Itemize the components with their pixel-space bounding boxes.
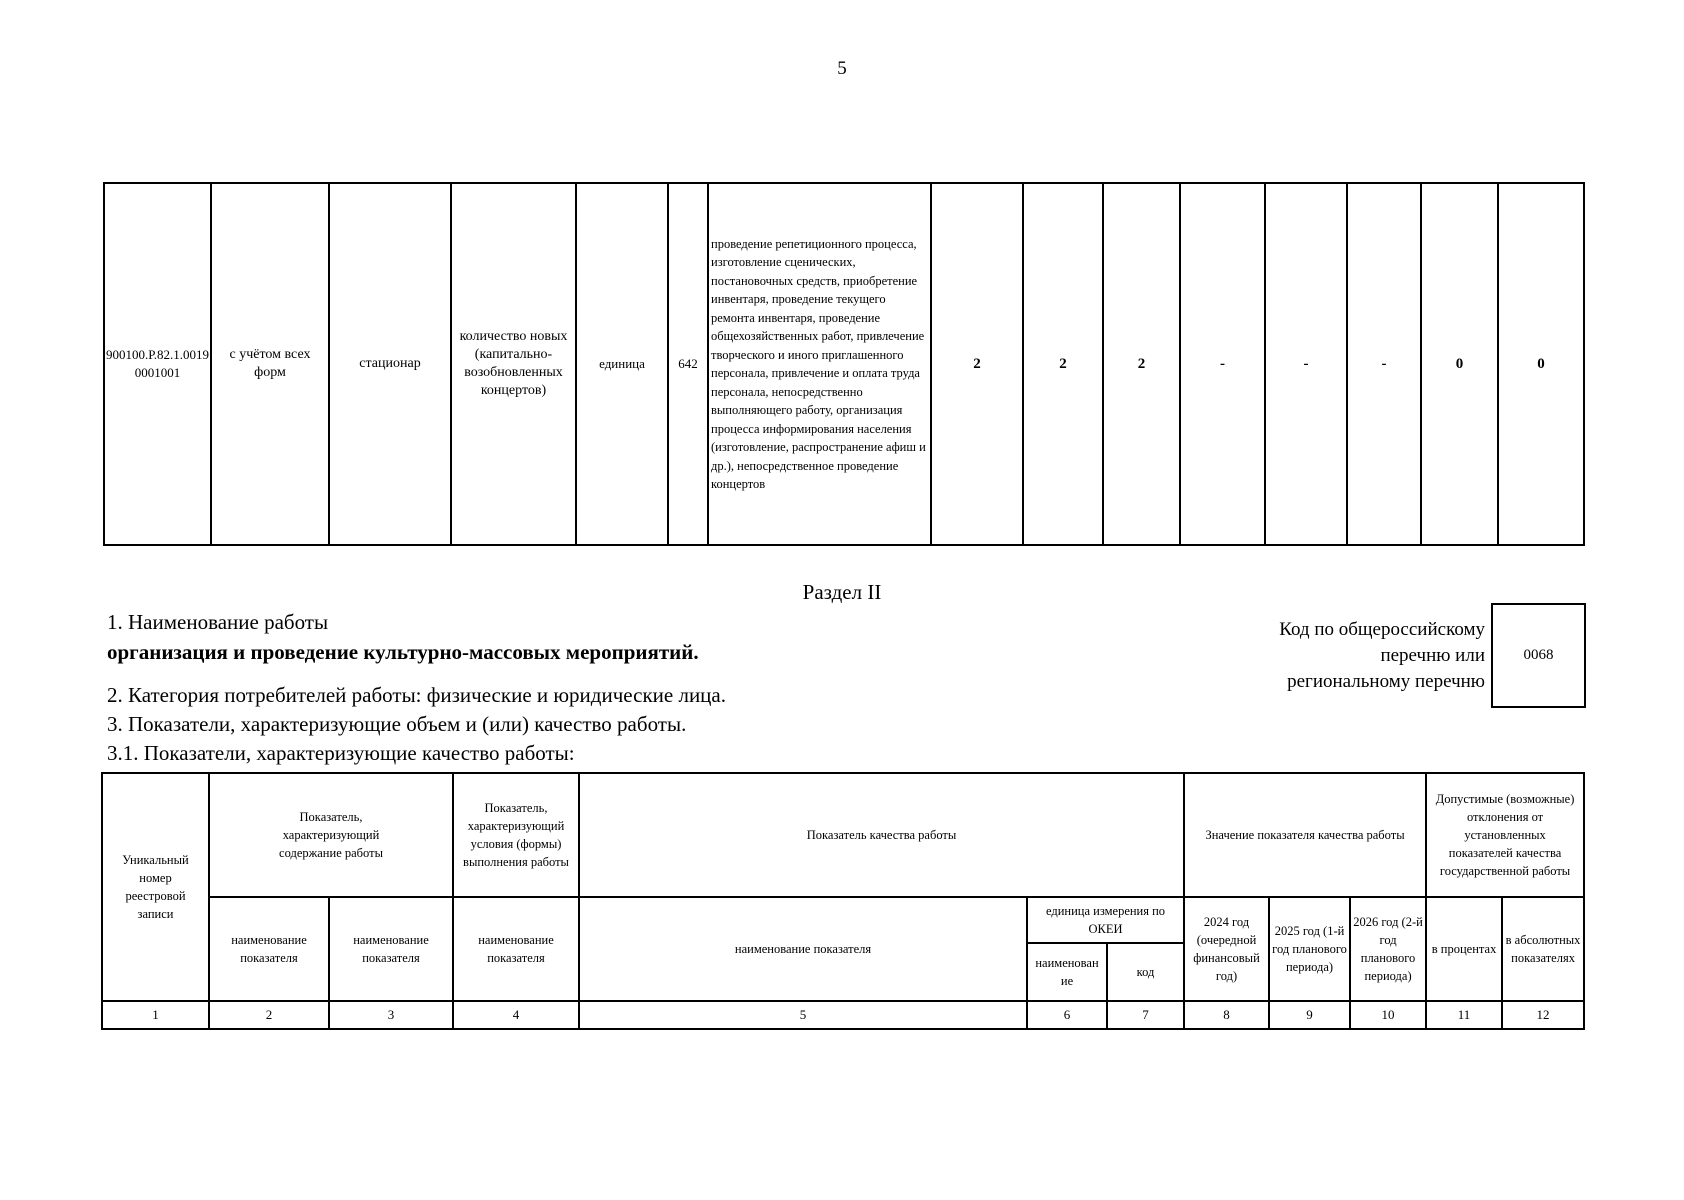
- description-cell: проведение репетиционного процесса, изготовление сценических, постановочных средств, приобретение инвентаря, проведение текущего ремонта инвентаря, проведение общехозяйственных работ, привлечение творческого и иного приглашенного персонала, привлечение и оплата труда персонала, непосредственно выполняющего работу, организация процесса информирования населения (изготовление, распространение афиш и др.), непосредственное проведение концертов: [708, 183, 931, 545]
- value-cell: 2: [931, 183, 1023, 545]
- value-cell: -: [1265, 183, 1347, 545]
- header-indicator-name-3: наименование показателя: [453, 897, 579, 1001]
- column-number: 12: [1502, 1001, 1584, 1029]
- value-cell: 2: [1023, 183, 1103, 545]
- header-absolute: в абсолютных показателях: [1502, 897, 1584, 1001]
- condition-cell: стационар: [329, 183, 451, 545]
- value-cell: 0: [1498, 183, 1584, 545]
- column-number: 1: [102, 1001, 209, 1029]
- volume-table-continuation: [103, 182, 1585, 546]
- value-cell: -: [1347, 183, 1421, 545]
- header-year-2024: 2024 год (очередной финансовый год): [1184, 897, 1269, 1001]
- header-year-2026: 2026 год (2-й год планового периода): [1350, 897, 1426, 1001]
- header-deviation: Допустимые (возможные) отклонения от установленных показателей качества государственной работы: [1426, 773, 1584, 897]
- column-number: 2: [209, 1001, 329, 1029]
- header-indicator-name-2: наименование показателя: [329, 897, 453, 1001]
- column-number: 10: [1350, 1001, 1426, 1029]
- indicator-name-cell: количество новых (капитально-возобновленных концертов): [451, 183, 576, 545]
- column-number: 6: [1027, 1001, 1107, 1029]
- header-indicator-name-1: наименование показателя: [209, 897, 329, 1001]
- header-quality-value: Значение показателя качества работы: [1184, 773, 1426, 897]
- section-title: Раздел II: [802, 580, 882, 604]
- registry-number-cell: 900100.Р.82.1.00190001001: [104, 183, 211, 545]
- code-box: 0068: [1491, 603, 1586, 708]
- value-cell: -: [1180, 183, 1265, 545]
- unit-name-cell: единица: [576, 183, 668, 545]
- header-percent: в процентах: [1426, 897, 1502, 1001]
- work-name: организация и проведение культурно-массовых мероприятий.: [107, 640, 699, 664]
- content-indicator-cell: с учётом всех форм: [211, 183, 329, 545]
- header-unit-code: код: [1107, 943, 1184, 1001]
- column-number: 5: [579, 1001, 1027, 1029]
- header-quality-indicator: Показатель качества работы: [579, 773, 1184, 897]
- header-registry-number: Уникальный номер реестровой записи: [102, 773, 209, 1001]
- header-unit-okei: единица измерения по ОКЕИ: [1027, 897, 1184, 943]
- header-unit-name: наименован ие: [1027, 943, 1107, 1001]
- header-quality-name: наименование показателя: [579, 897, 1027, 1001]
- value-cell: 0: [1421, 183, 1498, 545]
- consumer-category: 2. Категория потребителей работы: физические и юридические лица.: [107, 683, 726, 707]
- page-number: 5: [837, 58, 847, 79]
- column-number: 3: [329, 1001, 453, 1029]
- column-number: 9: [1269, 1001, 1350, 1029]
- unit-code-cell: 642: [668, 183, 708, 545]
- column-number: 8: [1184, 1001, 1269, 1029]
- indicators-heading: 3. Показатели, характеризующие объем и (или) качество работы.: [107, 712, 687, 736]
- quality-indicators-table: [101, 772, 1585, 1030]
- header-year-2025: 2025 год (1-й год планового периода): [1269, 897, 1350, 1001]
- quality-indicators-heading: 3.1. Показатели, характеризующие качество работы:: [107, 741, 575, 765]
- work-name-label: 1. Наименование работы: [107, 610, 329, 634]
- column-number: 11: [1426, 1001, 1502, 1029]
- header-conditions-indicator: Показатель, характеризующий условия (формы) выполнения работы: [453, 773, 579, 897]
- column-number: 7: [1107, 1001, 1184, 1029]
- column-number: 4: [453, 1001, 579, 1029]
- header-content-indicator: Показатель, характеризующий содержание работы: [209, 773, 453, 897]
- value-cell: 2: [1103, 183, 1180, 545]
- code-label: Код по общероссийскому перечню или региональному перечню: [1279, 619, 1485, 692]
